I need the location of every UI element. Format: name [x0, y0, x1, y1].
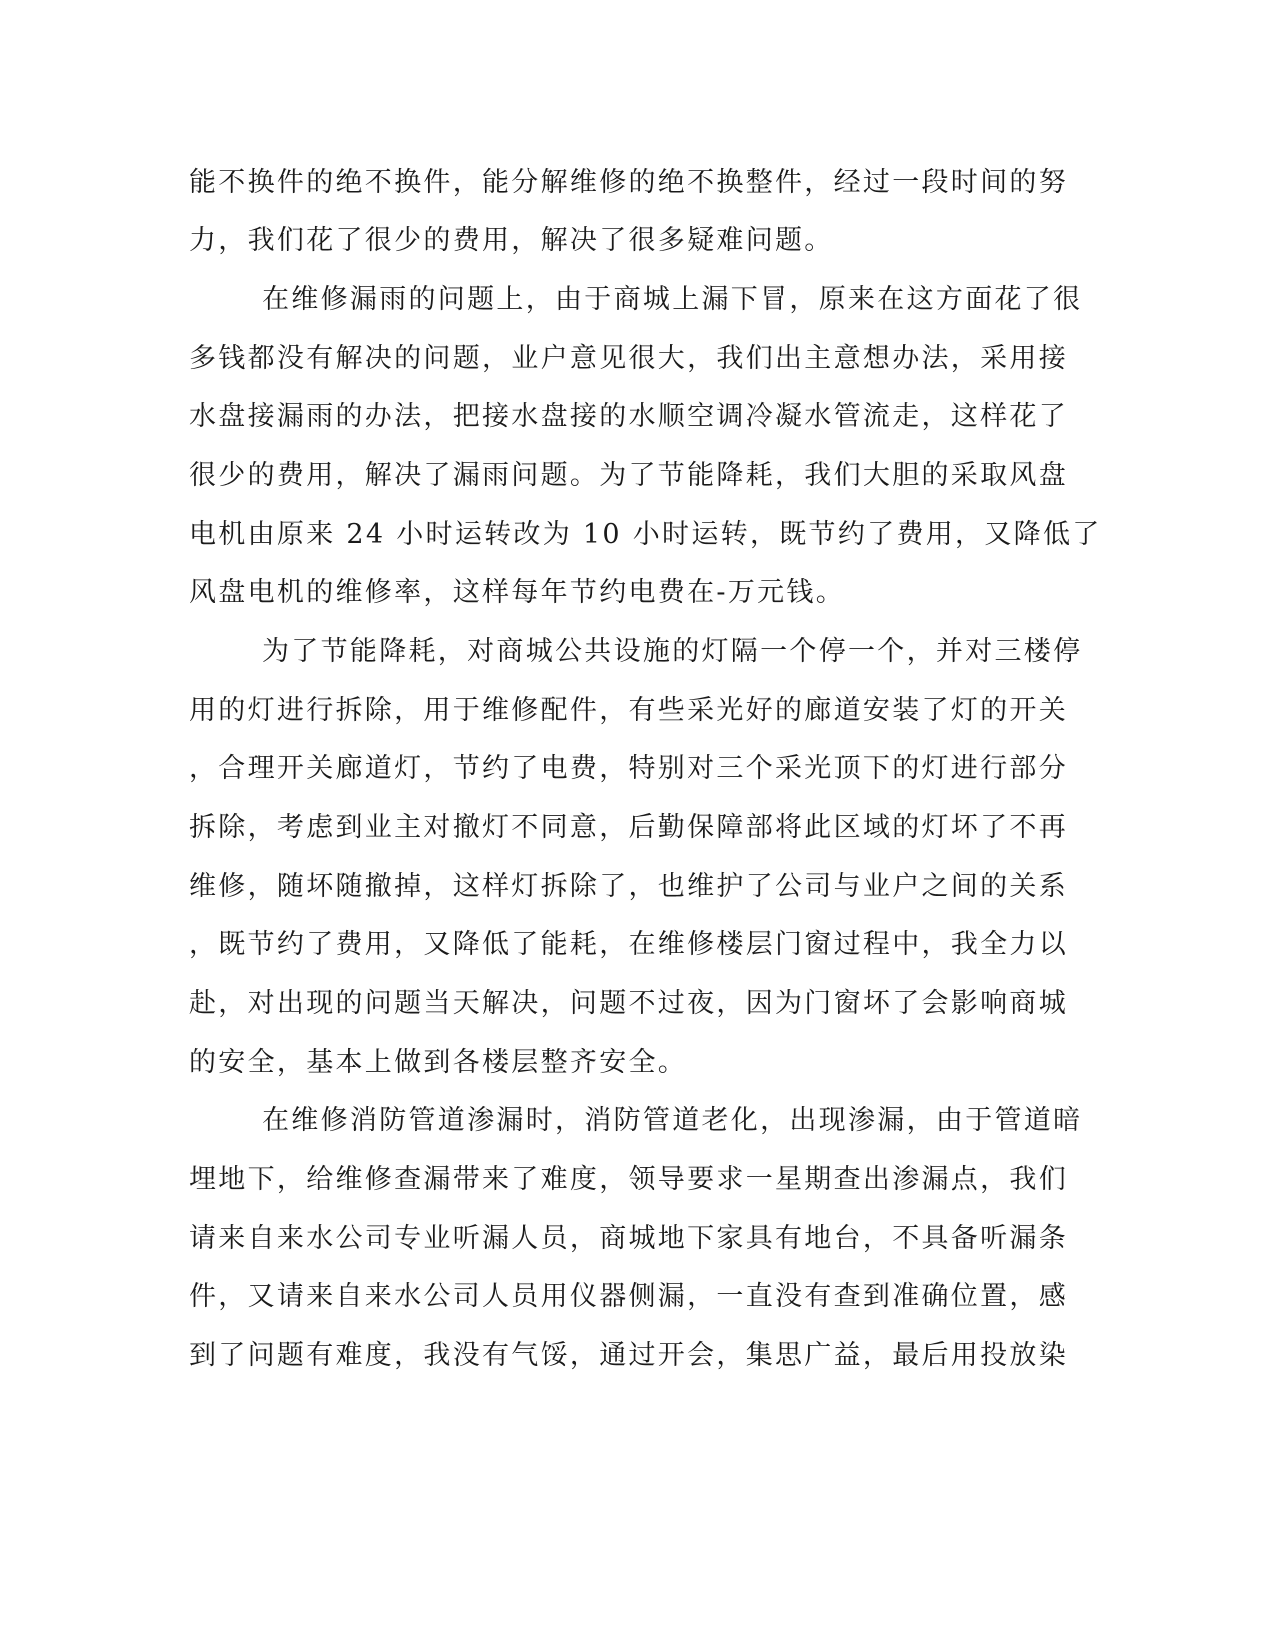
text-line: 风盘电机的维修率，这样每年节约电费在-万元钱。: [189, 577, 846, 608]
text-line: 赴，对出现的问题当天解决，问题不过夜，因为门窗坏了会影响商城: [189, 988, 1068, 1019]
text-line: 很少的费用，解决了漏雨问题。为了节能降耗，我们大胆的采取风盘: [189, 460, 1068, 491]
text-line: 请来自来水公司专业听漏人员，商城地下家具有地台，不具备听漏条: [189, 1223, 1068, 1254]
text-line: 到了问题有难度，我没有气馁，通过开会，集思广益，最后用投放染: [189, 1340, 1068, 1371]
text-line: 为了节能降耗，对商城公共设施的灯隔一个停一个，并对三楼停: [262, 636, 1083, 667]
text-line: ，合理开关廊道灯，节约了电费，特别对三个采光顶下的灯进行部分: [189, 753, 1068, 784]
text-line: 拆除，考虑到业主对撤灯不同意，后勤保障部将此区域的灯坏了不再: [189, 812, 1068, 843]
text-line: 在维修漏雨的问题上，由于商城上漏下冒，原来在这方面花了很: [262, 284, 1083, 315]
text-line: 水盘接漏雨的办法，把接水盘接的水顺空调冷凝水管流走，这样花了: [189, 401, 1068, 432]
text-line: ，既节约了费用，又降低了能耗，在维修楼层门窗过程中，我全力以: [189, 929, 1068, 960]
text-line: 埋地下，给维修查漏带来了难度，领导要求一星期查出渗漏点，我们: [189, 1164, 1068, 1195]
text-line: 维修，随坏随撤掉，这样灯拆除了，也维护了公司与业户之间的关系: [189, 871, 1068, 902]
text-line: 件，又请来自来水公司人员用仪器侧漏，一直没有查到准确位置，感: [189, 1281, 1068, 1312]
text-line: 用的灯进行拆除，用于维修配件，有些采光好的廊道安装了灯的开关: [189, 695, 1068, 726]
text-line: 多钱都没有解决的问题，业户意见很大，我们出主意想办法，采用接: [189, 343, 1068, 374]
text-line: 力，我们花了很少的费用，解决了很多疑难问题。: [189, 225, 834, 256]
text-line: 能不换件的绝不换件，能分解维修的绝不换整件，经过一段时间的努: [189, 167, 1068, 198]
text-line: 电机由原来 24 小时运转改为 10 小时运转，既节约了费用，又降低了: [189, 519, 1102, 550]
text-line: 在维修消防管道渗漏时，消防管道老化，出现渗漏，由于管道暗: [262, 1105, 1083, 1136]
text-line: 的安全，基本上做到各楼层整齐安全。: [189, 1047, 688, 1078]
